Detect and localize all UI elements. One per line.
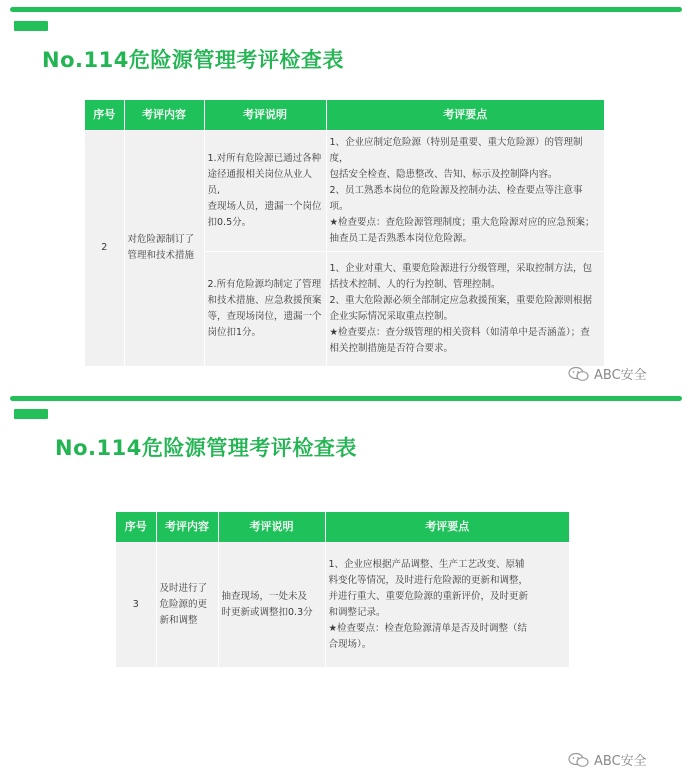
points-line: 1、企业应根据产品调整、生产工艺改变、原辅 <box>328 558 525 570</box>
header-content: 考评内容 <box>156 512 218 543</box>
points-line: 括技术控制、人的行为控制、管理控制。 <box>329 278 501 290</box>
table-row <box>116 543 569 667</box>
content-line: 及时进行了 <box>159 582 208 594</box>
content-line: 新和调整 <box>159 614 198 626</box>
wechat-icon <box>568 752 590 768</box>
desc-line: 查现场人员，遗漏一个岗位 <box>207 201 322 212</box>
points-line: 1、企业对重大、重要危险源进行分级管理，采取控制方法，包 <box>329 262 593 274</box>
cell-no: 2 <box>85 131 124 366</box>
content-line: 对危险源制订了 <box>127 234 195 246</box>
header-description: 考评说明 <box>204 100 326 131</box>
points-line: ★检查要点：查分级管理的相关资料（如清单中是否涵盖）；查 <box>329 326 590 338</box>
desc-line: 抽查现场，一处未及 <box>221 590 308 602</box>
cell-no: 3 <box>116 543 156 667</box>
table-header-row <box>85 100 604 131</box>
review-table <box>116 512 569 667</box>
points-line: ★检查要点：查危险源管理制度；重大危险源对应的应急预案； <box>329 217 595 228</box>
desc-line: 岗位扣1分。 <box>207 326 262 338</box>
table-row <box>85 131 604 252</box>
desc-line: 2.所有危险源均制定了管理 <box>207 278 322 290</box>
slide-2 <box>0 394 686 782</box>
desc-line: 等，查现场岗位，遗漏一个 <box>207 310 322 322</box>
points-line: 抽查员工是否熟悉本岗位危险源。 <box>329 233 473 244</box>
cell-description <box>204 252 326 366</box>
cell-description <box>218 543 325 667</box>
watermark-text: ABC安全 <box>594 368 647 383</box>
points-line: 2、重大危险源必须全部制定应急救援预案，重要危险源则根据 <box>329 294 593 306</box>
page-title: No.114危险源管理考评检查表 <box>55 436 357 460</box>
desc-line: 扣0.5分。 <box>207 217 252 228</box>
watermark <box>568 750 647 769</box>
content-line: 危险源的更 <box>159 598 208 610</box>
header-description: 考评说明 <box>218 512 325 543</box>
header-content: 考评内容 <box>124 100 204 131</box>
desc-line: 途径通报相关岗位从业人员, <box>207 169 313 196</box>
points-line: 相关控制措施是否符合要求。 <box>329 342 454 354</box>
points-line: 料变化等情况，及时进行危险源的更新和调整， <box>328 574 529 586</box>
cell-points <box>326 252 604 366</box>
top-accent-tag <box>14 21 48 31</box>
watermark-text: ABC安全 <box>594 754 647 769</box>
cell-points <box>326 131 604 252</box>
points-line: 合现场）。 <box>328 638 372 650</box>
cell-content <box>156 543 218 667</box>
cell-content <box>124 131 204 366</box>
top-accent-bar <box>10 7 682 12</box>
watermark <box>568 364 647 383</box>
header-no: 序号 <box>116 512 156 543</box>
top-accent-bar <box>10 396 682 401</box>
content-line: 管理和技术措施 <box>127 250 195 262</box>
header-no: 序号 <box>85 100 124 131</box>
desc-line: 和技术措施、应急救援预案 <box>207 294 322 306</box>
desc-line: 时更新或调整扣0.3分 <box>221 606 313 618</box>
table-header-row <box>116 512 569 543</box>
cell-description <box>204 131 326 252</box>
review-table <box>85 100 604 366</box>
cell-points <box>325 543 569 667</box>
page-title: No.114危险源管理考评检查表 <box>42 48 344 72</box>
points-line: 和调整记录。 <box>328 606 386 618</box>
points-line: 2、员工熟悉本岗位的危险源及控制办法、检查要点等注意事项。 <box>329 185 583 212</box>
top-accent-tag <box>14 409 48 419</box>
points-line: 1、企业应制定危险源（特别是重要、重大危险源）的管理制度， <box>329 137 583 164</box>
points-line: ★检查要点：检查危险源清单是否及时调整（结 <box>328 622 528 634</box>
header-points: 考评要点 <box>325 512 569 543</box>
header-points: 考评要点 <box>326 100 604 131</box>
desc-line: 1.对所有危险源已通过各种 <box>207 153 322 164</box>
points-line: 企业实际情况采取重点控制。 <box>329 310 454 322</box>
points-line: 包括安全检查、隐患整改、告知、标示及控制降内容。 <box>329 169 558 180</box>
points-line: 并进行重大、重要危险源的重新评价，及时更新 <box>328 590 529 602</box>
wechat-icon <box>568 366 590 382</box>
